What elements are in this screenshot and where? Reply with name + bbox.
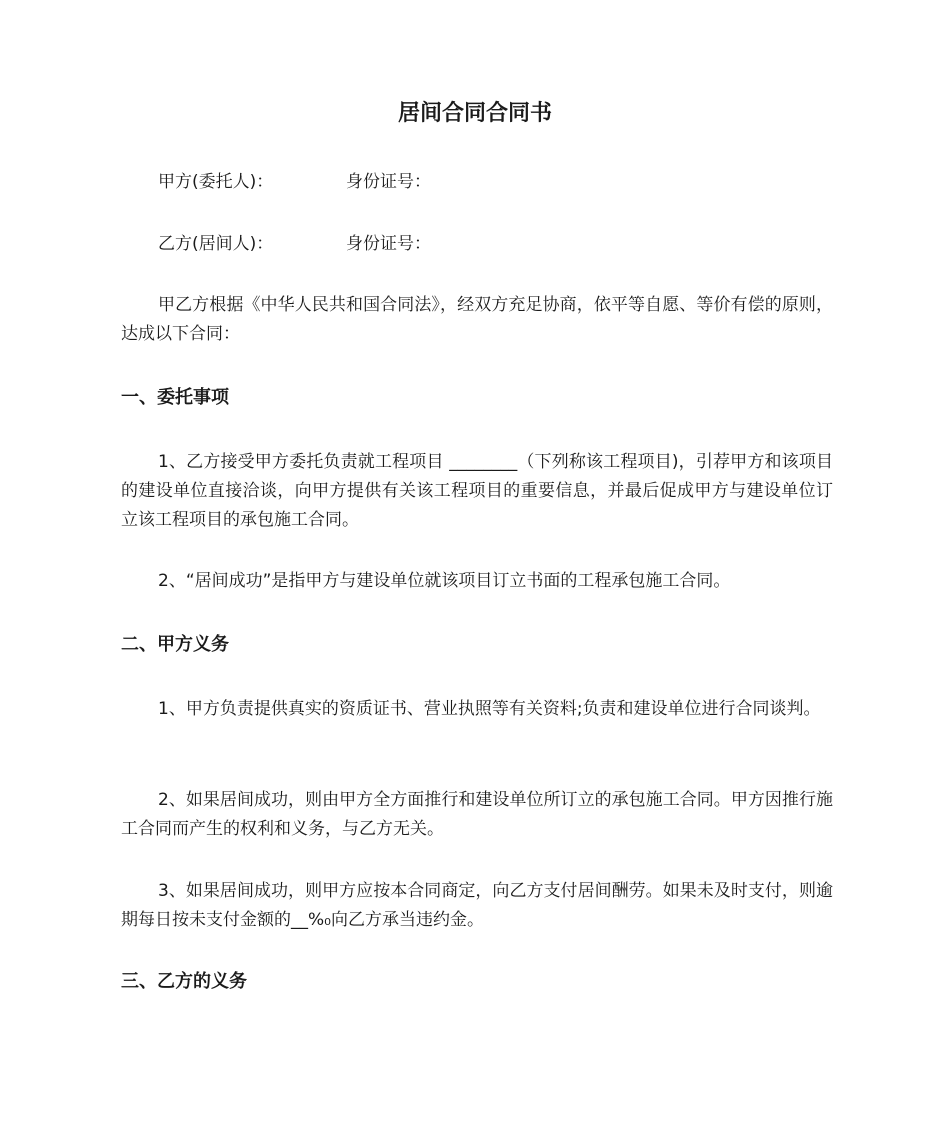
section-heading-entrustment: 一、委托事项: [121, 387, 229, 408]
clause-1-2: 2、“居间成功”是指甲方与建设单位就该项目订立书面的工程承包施工合同。: [158, 571, 731, 591]
party-a-label: 甲方(委托人)：: [158, 172, 274, 192]
party-b-id-label: 身份证号：: [346, 234, 431, 254]
party-b-label: 乙方(居间人)：: [158, 234, 274, 254]
document-title: 居间合同合同书: [397, 101, 552, 126]
clause-2-3: 3、如果居间成功，则甲方应按本合同商定，向乙方支付居间酬劳。如果未及时支付，则逾期每日按未支付金额的__%₀向乙方承当违约金。: [121, 881, 833, 930]
clause-1-1: 1、乙方接受甲方委托负责就工程项目 ________（下列称该工程项目)，引荐甲方和该项目的建设单位直接洽谈，向甲方提供有关该工程项目的重要信息，并最后促成甲方与建设单位订立该工程项目的承包施工合同。: [121, 452, 833, 530]
preamble: 甲乙方根据《中华人民共和国合同法》，经双方充足协商，依平等自愿、等价有偿的原则，达成以下合同：: [121, 295, 833, 344]
party-a-id-label: 身份证号：: [346, 172, 431, 192]
clause-2-2: 2、如果居间成功，则由甲方全方面推行和建设单位所订立的承包施工合同。甲方因推行施工合同而产生的权利和义务，与乙方无关。: [121, 790, 833, 839]
section-heading-party-b-duties: 三、乙方的义务: [121, 971, 247, 992]
section-heading-party-a-duties: 二、甲方义务: [121, 634, 229, 655]
clause-2-1: 1、甲方负责提供真实的资质证书、营业执照等有关资料;负责和建设单位进行合同谈判。: [158, 699, 821, 719]
